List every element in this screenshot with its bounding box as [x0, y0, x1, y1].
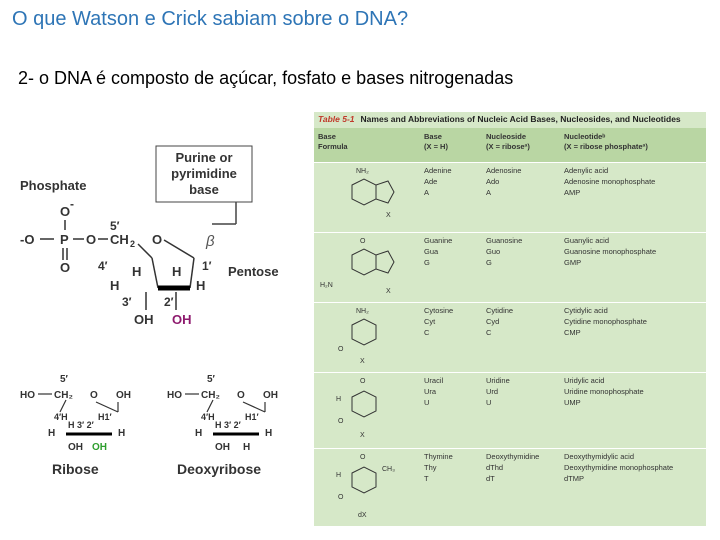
deoxyribose-structure: [165, 372, 295, 482]
oh-3-label: OH: [134, 312, 154, 327]
svg-text:H: H: [118, 428, 126, 439]
svg-text:X: X: [386, 288, 391, 295]
svg-text:P: P: [60, 232, 69, 247]
svg-text:O: O: [338, 418, 344, 425]
svg-text:CH₂: CH₂: [54, 390, 73, 401]
oh-2-label: OH: [172, 312, 192, 327]
svg-text:O: O: [152, 232, 163, 247]
svg-text:H: H: [336, 472, 342, 479]
svg-text:O: O: [90, 390, 98, 401]
svg-text:H: H: [336, 396, 342, 403]
table-title: Names and Abbreviations of Nucleic Acid Bases, Nucleosides, and Nucleotides: [360, 114, 681, 124]
bullet-text: 2- o DNA é composto de açúcar, fosfato e bases nitrogenadas: [18, 68, 514, 88]
svg-text:NH₂: NH₂: [356, 308, 369, 315]
svg-text:OH: OH: [263, 390, 278, 401]
svg-text:H 3′ 2′: H 3′ 2′: [68, 420, 94, 430]
table-number: Table 5-1: [318, 114, 355, 124]
svg-text:NH₂: NH₂: [356, 168, 369, 175]
svg-text:H: H: [196, 278, 206, 293]
table-header: [314, 128, 706, 162]
svg-text:H: H: [172, 264, 182, 279]
header-base: Base (X = H): [424, 132, 448, 151]
table-row: O H O X Uracil Ura U Uridine Urd U Uridylic acid Uridine monophosphate UMP: [314, 372, 706, 449]
svg-text:H: H: [265, 428, 273, 439]
svg-text:dX: dX: [358, 512, 367, 519]
deoxyribose-label: Deoxyribose: [177, 461, 262, 477]
table-row: O CH₃ H O dX Thymine Thy T Deoxythymidine dThd dT Deoxythymidylic acid Deoxythymidine monophosphate dTMP: [314, 448, 706, 526]
slide-title: O que Watson e Crick sabiam sobre o DNA?: [12, 8, 409, 30]
svg-text:2: 2: [130, 239, 136, 249]
svg-text:O: O: [360, 454, 366, 461]
thymine-structure-icon: [316, 451, 416, 525]
svg-text:O: O: [86, 232, 97, 247]
svg-text:O: O: [60, 260, 71, 275]
svg-text:H: H: [243, 442, 251, 453]
svg-text:OH: OH: [68, 442, 83, 453]
svg-text:O: O: [360, 378, 366, 385]
svg-text:2′: 2′: [164, 295, 174, 309]
pentose-label: Pentose: [228, 264, 279, 279]
header-base-formula: Base Formula: [318, 132, 348, 151]
svg-text:X: X: [386, 212, 391, 219]
svg-text:O: O: [338, 494, 344, 501]
table-caption: [318, 114, 681, 124]
svg-text:H1′: H1′: [245, 412, 259, 422]
svg-text:OH: OH: [92, 442, 107, 453]
svg-text:X: X: [360, 432, 365, 439]
table-row: NH₂ X Adenine Ade A Adenosine Ado A Adenylic acid Adenosine monophosphate AMP: [314, 162, 706, 233]
header-nucleoside: Nucleoside (X = riboseª): [486, 132, 530, 151]
table-row: O H₂N X Guanine Gua G Guanosine Guo G Guanylic acid Guanosine monophosphate GMP: [314, 232, 706, 303]
svg-text:5′: 5′: [110, 219, 120, 233]
svg-text:5′: 5′: [60, 374, 68, 385]
svg-text:3′: 3′: [122, 295, 132, 309]
guanine-structure-icon: [316, 235, 416, 299]
svg-text:1′: 1′: [202, 259, 212, 273]
table-row: NH₂ O X Cytosine Cyt C Cytidine Cyd C Cytidylic acid Cytidine monophosphate CMP: [314, 302, 706, 373]
ribose-structure: [18, 372, 148, 482]
nucleic-acid-table: [314, 112, 706, 526]
svg-text:O: O: [237, 390, 245, 401]
svg-text:H: H: [110, 278, 120, 293]
svg-text:pyrimidine: pyrimidine: [171, 166, 237, 181]
svg-text:4′: 4′: [98, 259, 108, 273]
cytosine-structure-icon: [316, 305, 416, 369]
header-nucleotide: Nucleotideᵇ (X = ribose phosphateª): [564, 132, 648, 151]
nucleotide-diagram: [16, 140, 306, 340]
uracil-structure-icon: [316, 375, 416, 445]
adenine-structure-icon: [316, 165, 416, 229]
svg-text:Purine or: Purine or: [175, 150, 233, 165]
svg-text:CH₃: CH₃: [382, 466, 395, 473]
svg-text:H: H: [48, 428, 56, 439]
svg-text:-: -: [70, 197, 74, 211]
ribose-label: Ribose: [52, 461, 99, 477]
svg-text:H: H: [195, 428, 203, 439]
beta-label: β: [206, 233, 215, 250]
svg-text:5′: 5′: [207, 374, 215, 385]
svg-text:H 3′ 2′: H 3′ 2′: [215, 420, 241, 430]
svg-text:HO: HO: [20, 390, 35, 401]
svg-text:O: O: [360, 238, 366, 245]
svg-text:H: H: [132, 264, 142, 279]
svg-text:4′H: 4′H: [54, 412, 68, 422]
svg-text:4′H: 4′H: [201, 412, 215, 422]
svg-text:base: base: [189, 182, 219, 197]
svg-text:OH: OH: [116, 390, 131, 401]
phosphate-label: Phosphate: [20, 178, 87, 193]
svg-text:CH₂: CH₂: [201, 390, 220, 401]
svg-text:H1′: H1′: [98, 412, 112, 422]
svg-text:O: O: [338, 346, 344, 353]
svg-text:OH: OH: [215, 442, 230, 453]
svg-text:HO: HO: [167, 390, 182, 401]
svg-text:-O: -O: [20, 232, 35, 247]
svg-text:H₂N: H₂N: [320, 282, 333, 289]
svg-text:CH: CH: [110, 232, 129, 247]
svg-text:O: O: [60, 204, 71, 219]
svg-text:X: X: [360, 358, 365, 365]
